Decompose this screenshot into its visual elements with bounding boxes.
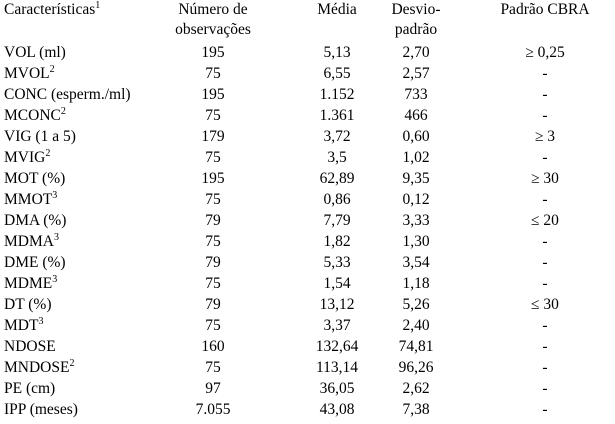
characteristic-name: MOT (%) bbox=[4, 170, 66, 187]
cell-sd: 96,26 bbox=[398, 359, 434, 376]
characteristic-name: VIG (1 a 5) bbox=[4, 128, 76, 145]
cell-mean: 7,79 bbox=[323, 212, 351, 229]
cell-cbra: - bbox=[542, 380, 548, 397]
header-sd bbox=[366, 0, 466, 40]
characteristic-name: MVIG bbox=[4, 149, 46, 166]
cell-characteristic bbox=[4, 317, 43, 334]
characteristic-name: CONC (esperm./ml) bbox=[4, 86, 131, 103]
cell-cbra: ≥ 30 bbox=[531, 170, 559, 187]
cell-cbra: - bbox=[542, 191, 548, 208]
characteristic-name: IPP (meses) bbox=[4, 401, 78, 418]
cell-characteristic bbox=[4, 86, 131, 103]
cell-cbra: - bbox=[542, 233, 548, 250]
cell-characteristic bbox=[4, 380, 55, 397]
characteristic-name: MDT bbox=[4, 317, 39, 334]
cell-sd: 0,12 bbox=[402, 191, 430, 208]
cell-characteristic bbox=[4, 107, 66, 124]
cell-observations: 179 bbox=[201, 128, 225, 145]
header-cbra bbox=[480, 0, 610, 20]
characteristic-name: DMA (%) bbox=[4, 212, 67, 229]
cell-mean: 6,55 bbox=[323, 65, 351, 82]
cell-observations: 75 bbox=[205, 65, 221, 82]
cell-cbra: - bbox=[542, 65, 548, 82]
cell-cbra: - bbox=[542, 359, 548, 376]
cell-mean: 13,12 bbox=[319, 296, 355, 313]
cell-observations: 75 bbox=[205, 107, 221, 124]
cell-characteristic bbox=[4, 128, 76, 145]
cell-sd: 2,70 bbox=[402, 44, 430, 61]
characteristic-footnote: 3 bbox=[52, 190, 58, 201]
characteristic-name: DT (%) bbox=[4, 296, 52, 313]
cell-cbra: - bbox=[542, 338, 548, 355]
header-observations-line1: Número de bbox=[178, 1, 248, 18]
cell-observations: 75 bbox=[205, 149, 221, 166]
cell-mean: 113,14 bbox=[315, 359, 359, 376]
cell-sd: 5,26 bbox=[402, 296, 430, 313]
characteristic-footnote: 3 bbox=[38, 316, 44, 327]
characteristic-footnote: 3 bbox=[52, 274, 58, 285]
cell-mean: 0,86 bbox=[323, 191, 351, 208]
cell-mean: 132,64 bbox=[315, 338, 359, 355]
cell-cbra: - bbox=[542, 107, 548, 124]
cell-observations: 79 bbox=[205, 296, 221, 313]
characteristic-name: VOL (ml) bbox=[4, 44, 66, 61]
cell-cbra: ≥ 3 bbox=[534, 128, 556, 145]
cell-observations: 75 bbox=[205, 191, 221, 208]
characteristic-name: PE (cm) bbox=[4, 380, 56, 397]
cell-sd: 7,38 bbox=[402, 401, 430, 418]
cell-mean: 36,05 bbox=[319, 380, 355, 397]
characteristic-name: MCONC bbox=[4, 107, 61, 124]
cell-sd: 3,33 bbox=[402, 212, 430, 229]
characteristic-name: MNDOSE bbox=[4, 359, 70, 376]
cell-observations: 195 bbox=[201, 44, 225, 61]
cell-sd: 3,54 bbox=[402, 254, 430, 271]
cell-observations: 97 bbox=[205, 380, 221, 397]
cell-mean: 62,89 bbox=[319, 170, 355, 187]
cell-characteristic bbox=[4, 338, 56, 355]
cell-cbra: - bbox=[542, 86, 548, 103]
cell-characteristic bbox=[4, 401, 78, 418]
characteristic-footnote: 2 bbox=[69, 358, 75, 369]
cell-characteristic bbox=[4, 359, 74, 376]
cell-sd: 74,81 bbox=[398, 338, 434, 355]
cell-observations: 195 bbox=[201, 86, 225, 103]
cell-sd: 2,62 bbox=[402, 380, 430, 397]
cell-mean: 5,13 bbox=[323, 44, 351, 61]
cell-characteristic bbox=[4, 149, 50, 166]
cell-cbra: ≥ 0,25 bbox=[525, 44, 565, 61]
cell-observations: 79 bbox=[205, 212, 221, 229]
cell-sd: 466 bbox=[404, 107, 428, 124]
cell-observations: 75 bbox=[205, 233, 221, 250]
characteristic-footnote: 2 bbox=[60, 106, 66, 117]
characteristic-name: DME (%) bbox=[4, 254, 66, 271]
cell-cbra: - bbox=[542, 275, 548, 292]
characteristic-footnote: 2 bbox=[45, 148, 51, 159]
characteristic-name: NDOSE bbox=[4, 338, 56, 355]
cell-observations: 195 bbox=[201, 170, 225, 187]
cell-observations: 160 bbox=[201, 338, 225, 355]
cell-sd: 9,35 bbox=[402, 170, 430, 187]
header-characteristics-sup: 1 bbox=[95, 0, 101, 11]
cell-sd: 733 bbox=[404, 86, 428, 103]
header-observations bbox=[163, 0, 263, 40]
cell-cbra: - bbox=[542, 317, 548, 334]
header-characteristics bbox=[4, 0, 100, 20]
cell-sd: 1,30 bbox=[402, 233, 430, 250]
characteristic-name: MDMA bbox=[4, 233, 54, 250]
characteristic-footnote: 3 bbox=[53, 232, 59, 243]
cell-mean: 1,82 bbox=[323, 233, 351, 250]
header-characteristics-text: Características bbox=[4, 1, 96, 18]
cell-observations: 79 bbox=[205, 254, 221, 271]
cell-mean: 3,37 bbox=[323, 317, 351, 334]
cell-characteristic bbox=[4, 212, 66, 229]
cell-characteristic bbox=[4, 44, 66, 61]
cell-sd: 0,60 bbox=[402, 128, 430, 145]
cell-mean: 1.152 bbox=[319, 86, 355, 103]
header-mean-text: Média bbox=[317, 1, 357, 18]
cell-mean: 1,54 bbox=[323, 275, 351, 292]
cell-mean: 3,72 bbox=[323, 128, 351, 145]
cell-mean: 5,33 bbox=[323, 254, 351, 271]
cell-mean: 3,5 bbox=[327, 149, 347, 166]
characteristic-name: MVOL bbox=[4, 65, 50, 82]
characteristic-footnote: 2 bbox=[49, 64, 55, 75]
cell-sd: 2,57 bbox=[402, 65, 430, 82]
cell-cbra: - bbox=[542, 401, 548, 418]
cell-observations: 75 bbox=[205, 275, 221, 292]
characteristic-name: MMOT bbox=[4, 191, 53, 208]
cell-characteristic bbox=[4, 191, 57, 208]
cell-characteristic bbox=[4, 275, 57, 292]
cell-characteristic bbox=[4, 65, 55, 82]
cell-mean: 43,08 bbox=[319, 401, 355, 418]
cell-observations: 7.055 bbox=[195, 401, 231, 418]
cell-characteristic bbox=[4, 170, 65, 187]
cell-sd: 2,40 bbox=[402, 317, 430, 334]
header-sd-line1: Desvio- bbox=[391, 1, 441, 18]
cell-cbra: ≤ 20 bbox=[531, 212, 559, 229]
cell-cbra: - bbox=[542, 254, 548, 271]
header-observations-line2: observações bbox=[175, 21, 251, 38]
cell-characteristic bbox=[4, 296, 52, 313]
cell-mean: 1.361 bbox=[319, 107, 355, 124]
cell-sd: 1,02 bbox=[402, 149, 430, 166]
header-cbra-text: Padrão CBRA bbox=[500, 1, 590, 18]
cell-cbra: ≤ 30 bbox=[531, 296, 559, 313]
characteristic-name: MDME bbox=[4, 275, 53, 292]
cell-sd: 1,18 bbox=[402, 275, 430, 292]
cell-characteristic bbox=[4, 254, 66, 271]
cell-cbra: - bbox=[542, 149, 548, 166]
cell-observations: 75 bbox=[205, 359, 221, 376]
header-sd-line2: padrão bbox=[394, 21, 438, 38]
cell-characteristic bbox=[4, 233, 59, 250]
cell-observations: 75 bbox=[205, 317, 221, 334]
